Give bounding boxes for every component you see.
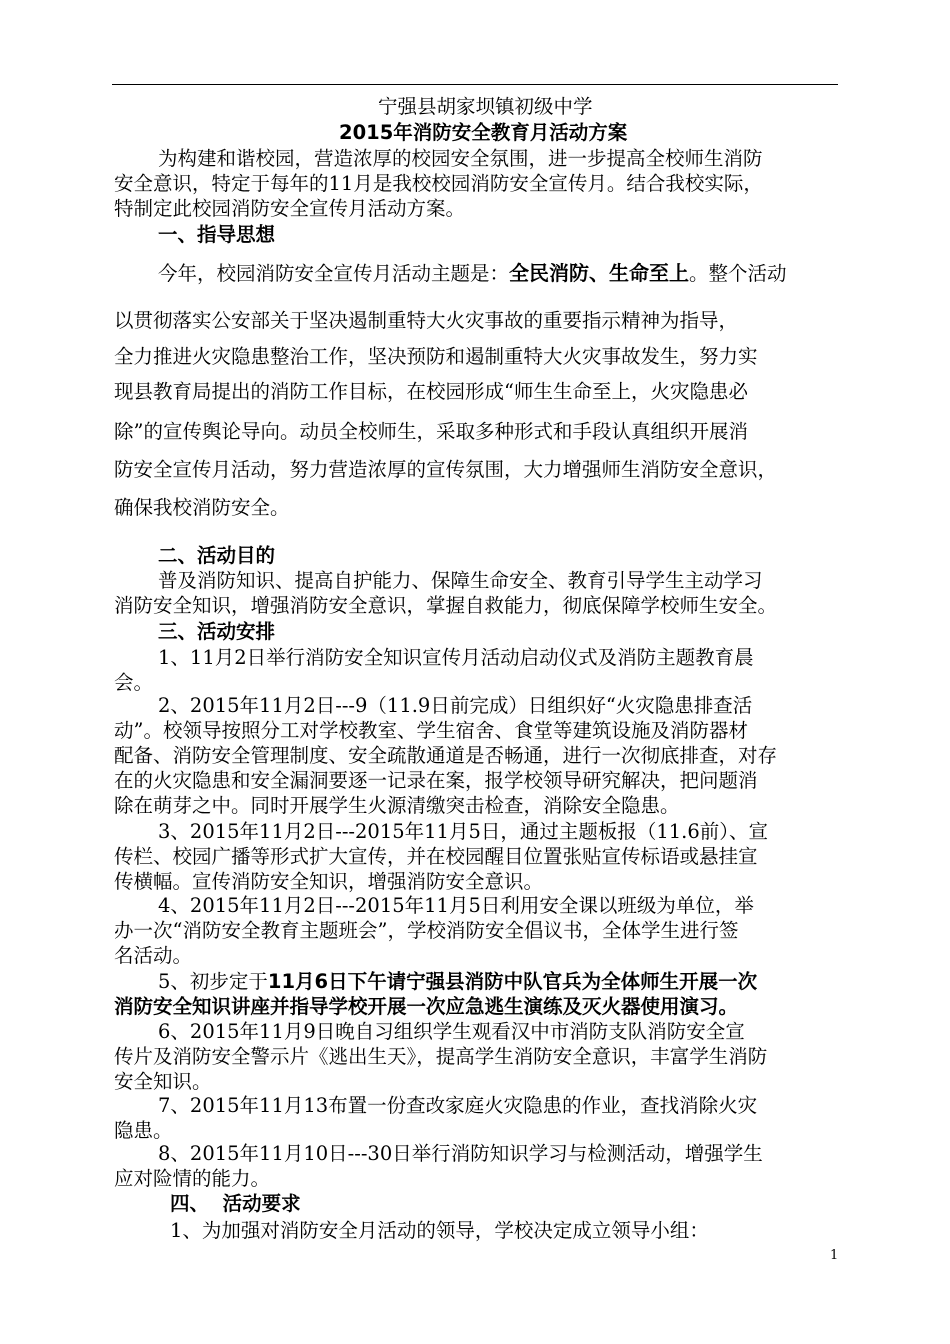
item-6-line-2: 传片及消防安全警示片《逃出生天》，提高学生消防安全意识，丰富学生消防 — [114, 1045, 768, 1068]
item-8-line-2: 应对险情的能力。 — [114, 1167, 271, 1190]
requirements-line-1: 1、为加强对消防安全月活动的领导，学校决定成立领导小组： — [170, 1219, 709, 1242]
item-3-line-1: 3、2015年11月2日---2015年11月5日，通过主题板报（11.6前）、宣 — [158, 820, 769, 843]
guiding-line-4: 现县教育局提出的消防工作目标，在校园形成“师生生命至上，火灾隐患必 — [114, 380, 748, 403]
item-3-line-3: 传横幅。宣传消防安全知识，增强消防安全意识。 — [114, 870, 544, 893]
item-2-line-2: 动”。校领导按照分工对学校教室、学生宿舍、食堂等建筑设施及消防器材 — [114, 719, 748, 742]
item-5-bold-1: 11月6日下午请宁强县消防中队官兵为全体师生开展一次 — [267, 970, 758, 993]
section-heading-guiding: 一、指导思想 — [158, 223, 276, 246]
guiding-line-3: 全力推进火灾隐患整治工作，坚决预防和遏制重特大火灾事故发生，努力实 — [114, 345, 758, 368]
item-7-line-1: 7、2015年11月13布置一份查改家庭火灾隐患的作业，查找消除火灾 — [158, 1094, 758, 1117]
item-8-line-1: 8、2015年11月10日---30日举行消防知识学习与检测活动，增强学生 — [158, 1142, 763, 1165]
item-4-line-3: 名活动。 — [114, 944, 193, 967]
guiding-line-6: 防安全宣传月活动，努力营造浓厚的宣传氛围，大力增强师生消防安全意识， — [114, 458, 778, 481]
purpose-line-2: 消防安全知识，增强消防安全意识，掌握自救能力，彻底保障学校师生安全。 — [114, 594, 778, 617]
item-2-line-5: 除在萌芽之中。同时开展学生火源清缴突击检查，消除安全隐患。 — [114, 794, 680, 817]
item-1-line-2: 会。 — [114, 671, 154, 694]
item-3-line-2: 传栏、校园广播等形式扩大宣传，并在校园醒目位置张贴宣传标语或悬挂宣 — [114, 845, 758, 868]
document-title: 2015年消防安全教育月活动方案 — [339, 121, 628, 144]
item-5-bold-2: 消防安全知识讲座并指导学校开展一次应急逃生演练及灭火器使用演习。 — [114, 995, 739, 1018]
item-5-prefix: 5、初步定于 — [158, 970, 268, 993]
intro-line-1: 为构建和谐校园，营造浓厚的校园安全氛围，进一步提高全校师生消防 — [158, 147, 763, 170]
intro-line-2: 安全意识，特定于每年的11月是我校校园消防安全宣传月。结合我校实际， — [114, 172, 763, 195]
guiding-paragraph-line-1 — [158, 261, 787, 286]
purpose-line-1: 普及消防知识、提高自护能力、保障生命安全、教育引导学生主动学习 — [158, 569, 763, 592]
guiding-paragraph-end: 。整个活动 — [689, 262, 787, 285]
item-1-line-1: 1、11月2日举行消防安全知识宣传月活动启动仪式及消防主题教育晨 — [158, 646, 754, 669]
guiding-line-5: 除”的宣传舆论导向。动员全校师生，采取多种形式和手段认真组织开展消 — [114, 420, 748, 443]
section-heading-arrangement: 三、活动安排 — [158, 620, 276, 643]
item-7-line-2: 隐患。 — [114, 1119, 173, 1142]
guiding-line-7: 确保我校消防安全。 — [114, 496, 290, 519]
item-6-line-1: 6、2015年11月9日晚自习组织学生观看汉中市消防支队消防安全宣 — [158, 1020, 745, 1043]
item-4-line-1: 4、2015年11月2日---2015年11月5日利用安全课以班级为单位，举 — [158, 894, 754, 917]
item-5-line-1 — [158, 970, 757, 994]
school-name: 宁强县胡家坝镇初级中学 — [378, 95, 593, 118]
guiding-paragraph-start: 今年，校园消防安全宣传月活动主题是： — [158, 262, 510, 285]
theme-slogan: 全民消防、生命至上 — [509, 261, 690, 285]
page-number: 1 — [830, 1248, 839, 1263]
section-heading-purpose: 二、活动目的 — [158, 544, 276, 567]
item-4-line-2: 办一次“消防安全教育主题班会”，学校消防安全倡议书，全体学生进行签 — [114, 919, 739, 942]
item-6-line-3: 安全知识。 — [114, 1070, 212, 1093]
guiding-line-2: 以贯彻落实公安部关于坚决遏制重特大火灾事故的重要指示精神为指导， — [114, 309, 739, 332]
section-heading-requirements: 四、 活动要求 — [170, 1192, 301, 1215]
intro-line-3: 特制定此校园消防安全宣传月活动方案。 — [114, 197, 466, 220]
item-2-line-1: 2、2015年11月2日---9（11.9日前完成）日组织好“火灾隐患排查活 — [158, 694, 753, 717]
item-2-line-3: 配备、消防安全管理制度、安全疏散通道是否畅通，进行一次彻底排查，对存 — [114, 744, 778, 767]
item-2-line-4: 在的火灾隐患和安全漏洞要逐一记录在案，报学校领导研究解决，把问题消 — [114, 769, 758, 792]
header-rule — [112, 84, 838, 85]
